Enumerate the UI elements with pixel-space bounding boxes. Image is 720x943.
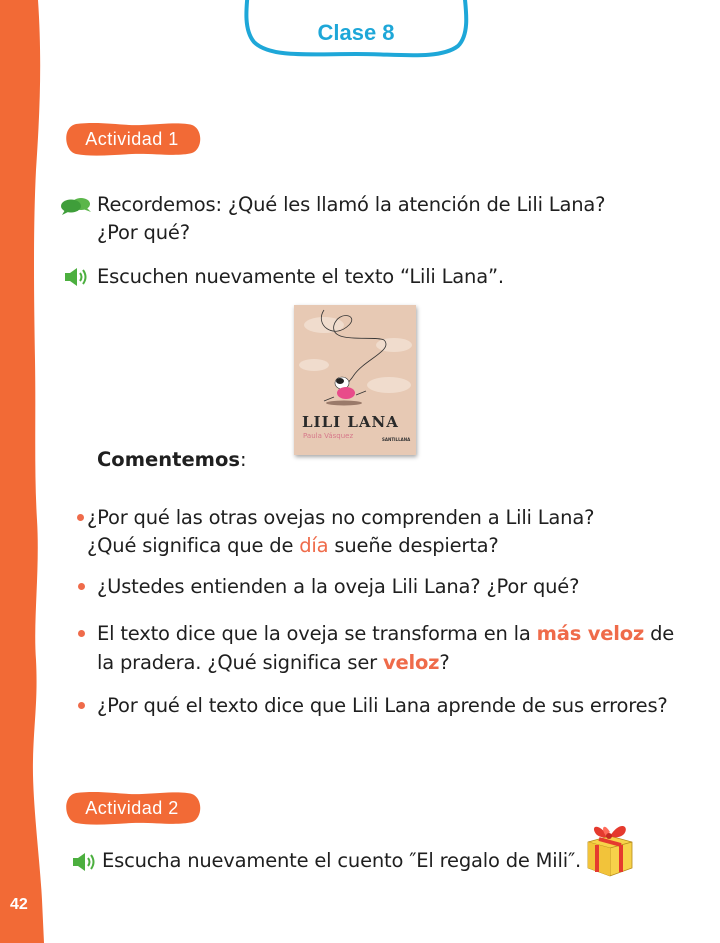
bullet-icon (78, 583, 85, 590)
escucha-text: Escucha nuevamente el cuento ″El regalo de Mili″. (102, 849, 582, 872)
highlight-mas-veloz: más veloz (536, 622, 645, 645)
question-3-line2: la pradera. ¿Qué significa ser veloz? (97, 651, 450, 674)
book-title: LILI LANA (302, 413, 399, 431)
escuchen-text: Escuchen nuevamente el texto “Lili Lana”. (97, 265, 504, 288)
bullet-icon (77, 514, 84, 521)
highlight-veloz: veloz (382, 651, 440, 674)
speaker-icon (72, 852, 98, 872)
comentemos-label: Comentemos (97, 448, 241, 471)
recordemos-text-line1: Recordemos: ¿Qué les llamó la atención de Lili Lana? (97, 193, 606, 216)
question-2-line1: ¿Ustedes entienden a la oveja Lili Lana? ¿Por qué? (97, 575, 580, 598)
question-1-line1: ¿Por qué las otras ovejas no comprenden a Lili Lana? (87, 506, 595, 529)
actividad-2-label: Actividad 2 (85, 797, 179, 818)
highlight-dia: día (299, 534, 329, 557)
speech-bubbles-icon (60, 197, 92, 215)
gift-box-icon (580, 818, 640, 878)
question-3-line1: El texto dice que la oveja se transforma en la más veloz de (97, 622, 675, 645)
speaker-icon (64, 267, 90, 287)
page-title: Clase 8 (317, 20, 395, 45)
bullet-icon (78, 702, 85, 709)
bullet-icon (78, 630, 85, 637)
side-strip (0, 0, 48, 943)
book-publisher: SANTILLANA (382, 437, 411, 442)
actividad-2-badge (62, 791, 202, 825)
book-cover-lili-lana (294, 305, 416, 455)
actividad-1-badge (62, 122, 202, 156)
comentemos-colon: : (240, 448, 247, 471)
comentemos-heading (97, 448, 247, 471)
book-author: Paula Vásquez (303, 432, 354, 440)
page-number: 42 (10, 896, 28, 913)
question-1-line2: ¿Qué significa que de día sueñe despierta? (87, 534, 499, 557)
recordemos-text-line2: ¿Por qué? (97, 221, 190, 244)
question-4-line1: ¿Por qué el texto dice que Lili Lana aprende de sus errores? (97, 694, 668, 717)
actividad-1-label: Actividad 1 (85, 128, 179, 149)
